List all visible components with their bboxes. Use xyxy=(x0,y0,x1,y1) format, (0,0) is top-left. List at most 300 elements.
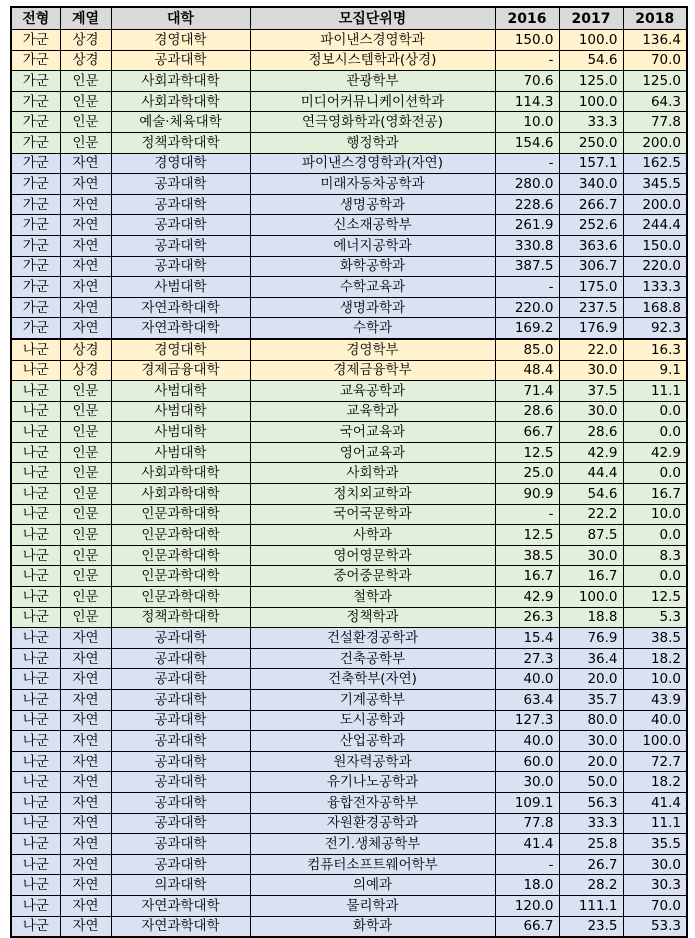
cell-2017: 56.3 xyxy=(559,792,623,813)
cell-2016: 40.0 xyxy=(495,669,559,690)
table-row xyxy=(11,813,687,834)
cell-department: 사회학과 xyxy=(250,463,495,484)
cell-track: 나군 xyxy=(11,422,60,443)
cell-college: 사회과학대학 xyxy=(111,71,250,92)
cell-2018: 100.0 xyxy=(623,731,687,752)
cell-college: 공과대학 xyxy=(111,690,250,711)
cell-department: 건축공학부 xyxy=(250,648,495,669)
cell-2016: 42.9 xyxy=(495,587,559,608)
cell-college: 자연과학대학 xyxy=(111,895,250,916)
cell-department: 컴퓨터소프트웨어학부 xyxy=(250,854,495,875)
cell-track: 가군 xyxy=(11,112,60,133)
header-field: 계열 xyxy=(60,7,111,30)
cell-college: 공과대학 xyxy=(111,648,250,669)
cell-2017: 18.8 xyxy=(559,607,623,628)
cell-college: 공과대학 xyxy=(111,751,250,772)
cell-2017: 252.6 xyxy=(559,215,623,236)
cell-2016: 18.0 xyxy=(495,875,559,896)
cell-2017: 54.6 xyxy=(559,50,623,71)
cell-college: 사범대학 xyxy=(111,401,250,422)
cell-2018: 42.9 xyxy=(623,442,687,463)
cell-field: 인문 xyxy=(60,422,111,443)
cell-2016: 220.0 xyxy=(495,297,559,318)
cell-2017: 44.4 xyxy=(559,463,623,484)
cell-college: 공과대학 xyxy=(111,235,250,256)
cell-2016: 16.7 xyxy=(495,566,559,587)
cell-2017: 266.7 xyxy=(559,194,623,215)
cell-2018: 345.5 xyxy=(623,174,687,195)
table-row xyxy=(11,587,687,608)
cell-2018: 10.0 xyxy=(623,504,687,525)
cell-field: 상경 xyxy=(60,50,111,71)
cell-2016: 71.4 xyxy=(495,381,559,402)
cell-track: 나군 xyxy=(11,669,60,690)
table-row xyxy=(11,256,687,277)
cell-department: 정치외교학과 xyxy=(250,484,495,505)
table-row xyxy=(11,339,687,360)
cell-department: 융합전자공학부 xyxy=(250,792,495,813)
cell-department: 생명공학과 xyxy=(250,194,495,215)
cell-track: 나군 xyxy=(11,628,60,649)
cell-2016: 27.3 xyxy=(495,648,559,669)
cell-college: 인문과학대학 xyxy=(111,504,250,525)
cell-2017: 250.0 xyxy=(559,132,623,153)
cell-2016: 228.6 xyxy=(495,194,559,215)
table-row xyxy=(11,30,687,51)
cell-2017: 30.0 xyxy=(559,360,623,381)
table-row xyxy=(11,648,687,669)
cell-2017: 100.0 xyxy=(559,30,623,51)
cell-track: 가군 xyxy=(11,256,60,277)
table-row xyxy=(11,91,687,112)
cell-2016: - xyxy=(495,504,559,525)
cell-2018: 10.0 xyxy=(623,669,687,690)
cell-track: 나군 xyxy=(11,834,60,855)
cell-field: 인문 xyxy=(60,463,111,484)
cell-department: 전기.생체공학부 xyxy=(250,834,495,855)
cell-track: 가군 xyxy=(11,215,60,236)
cell-2017: 28.2 xyxy=(559,875,623,896)
cell-field: 자연 xyxy=(60,792,111,813)
cell-field: 인문 xyxy=(60,381,111,402)
cell-track: 가군 xyxy=(11,194,60,215)
cell-2018: 70.0 xyxy=(623,50,687,71)
cell-track: 나군 xyxy=(11,525,60,546)
cell-2017: 28.6 xyxy=(559,422,623,443)
cell-field: 자연 xyxy=(60,710,111,731)
cell-2016: 114.3 xyxy=(495,91,559,112)
table-row xyxy=(11,381,687,402)
cell-college: 정책과학대학 xyxy=(111,132,250,153)
table-row xyxy=(11,772,687,793)
cell-track: 나군 xyxy=(11,792,60,813)
cell-2017: 33.3 xyxy=(559,112,623,133)
cell-college: 공과대학 xyxy=(111,256,250,277)
cell-college: 공과대학 xyxy=(111,854,250,875)
table-row xyxy=(11,607,687,628)
cell-2016: 85.0 xyxy=(495,339,559,360)
cell-track: 나군 xyxy=(11,772,60,793)
cell-2017: 237.5 xyxy=(559,297,623,318)
cell-2017: 80.0 xyxy=(559,710,623,731)
cell-2018: 200.0 xyxy=(623,194,687,215)
cell-department: 국어국문학과 xyxy=(250,504,495,525)
cell-2017: 340.0 xyxy=(559,174,623,195)
table-row xyxy=(11,484,687,505)
cell-2017: 33.3 xyxy=(559,813,623,834)
cell-track: 가군 xyxy=(11,153,60,174)
cell-department: 경영학부 xyxy=(250,339,495,360)
cell-department: 의예과 xyxy=(250,875,495,896)
cell-department: 경제금융학부 xyxy=(250,360,495,381)
cell-field: 인문 xyxy=(60,545,111,566)
cell-college: 공과대학 xyxy=(111,50,250,71)
cell-track: 가군 xyxy=(11,30,60,51)
table-container xyxy=(10,6,688,938)
cell-department: 건설환경공학과 xyxy=(250,628,495,649)
cell-2016: 387.5 xyxy=(495,256,559,277)
cell-track: 나군 xyxy=(11,587,60,608)
cell-track: 나군 xyxy=(11,607,60,628)
cell-department: 산업공학과 xyxy=(250,731,495,752)
cell-field: 자연 xyxy=(60,256,111,277)
cell-2017: 125.0 xyxy=(559,71,623,92)
cell-department: 원자력공학과 xyxy=(250,751,495,772)
cell-field: 인문 xyxy=(60,442,111,463)
cell-track: 나군 xyxy=(11,751,60,772)
cell-2018: 18.2 xyxy=(623,648,687,669)
cell-department: 건축학부(자연) xyxy=(250,669,495,690)
cell-field: 자연 xyxy=(60,916,111,937)
cell-field: 자연 xyxy=(60,297,111,318)
cell-field: 자연 xyxy=(60,318,111,339)
cell-2016: 330.8 xyxy=(495,235,559,256)
cell-college: 사회과학대학 xyxy=(111,484,250,505)
cell-field: 상경 xyxy=(60,339,111,360)
cell-field: 인문 xyxy=(60,587,111,608)
cell-college: 의과대학 xyxy=(111,875,250,896)
cell-field: 인문 xyxy=(60,401,111,422)
cell-college: 공과대학 xyxy=(111,194,250,215)
cell-college: 경영대학 xyxy=(111,339,250,360)
table-row xyxy=(11,174,687,195)
table-row xyxy=(11,875,687,896)
cell-department: 기계공학부 xyxy=(250,690,495,711)
cell-2017: 76.9 xyxy=(559,628,623,649)
cell-department: 중어중문학과 xyxy=(250,566,495,587)
cell-2018: 70.0 xyxy=(623,895,687,916)
cell-2017: 100.0 xyxy=(559,587,623,608)
cell-track: 나군 xyxy=(11,545,60,566)
table-row xyxy=(11,566,687,587)
table-body xyxy=(11,30,687,938)
header-track: 전형 xyxy=(11,7,60,30)
cell-college: 자연과학대학 xyxy=(111,916,250,937)
cell-department: 수학과 xyxy=(250,318,495,339)
cell-department: 생명과학과 xyxy=(250,297,495,318)
table-row xyxy=(11,132,687,153)
cell-field: 자연 xyxy=(60,235,111,256)
cell-2017: 23.5 xyxy=(559,916,623,937)
cell-college: 사범대학 xyxy=(111,422,250,443)
cell-track: 나군 xyxy=(11,813,60,834)
cell-college: 사회과학대학 xyxy=(111,91,250,112)
cell-2016: - xyxy=(495,50,559,71)
cell-field: 자연 xyxy=(60,813,111,834)
cell-department: 사학과 xyxy=(250,525,495,546)
cell-track: 가군 xyxy=(11,174,60,195)
cell-department: 철학과 xyxy=(250,587,495,608)
cell-2018: 168.8 xyxy=(623,297,687,318)
cell-2016: 28.6 xyxy=(495,401,559,422)
cell-track: 가군 xyxy=(11,50,60,71)
cell-field: 자연 xyxy=(60,215,111,236)
cell-2016: 154.6 xyxy=(495,132,559,153)
cell-college: 인문과학대학 xyxy=(111,525,250,546)
cell-2016: - xyxy=(495,854,559,875)
cell-department: 관광학부 xyxy=(250,71,495,92)
cell-track: 나군 xyxy=(11,484,60,505)
cell-2016: 66.7 xyxy=(495,422,559,443)
cell-2017: 30.0 xyxy=(559,545,623,566)
cell-department: 교육공학과 xyxy=(250,381,495,402)
cell-college: 공과대학 xyxy=(111,628,250,649)
cell-2018: 40.0 xyxy=(623,710,687,731)
cell-2017: 30.0 xyxy=(559,731,623,752)
cell-field: 인문 xyxy=(60,132,111,153)
table-row xyxy=(11,895,687,916)
table-row xyxy=(11,854,687,875)
cell-2017: 42.9 xyxy=(559,442,623,463)
cell-field: 자연 xyxy=(60,669,111,690)
cell-track: 나군 xyxy=(11,566,60,587)
cell-2018: 38.5 xyxy=(623,628,687,649)
cell-2016: 90.9 xyxy=(495,484,559,505)
cell-2016: 63.4 xyxy=(495,690,559,711)
cell-track: 가군 xyxy=(11,71,60,92)
cell-field: 자연 xyxy=(60,194,111,215)
admission-table xyxy=(10,6,688,938)
cell-2016: - xyxy=(495,277,559,298)
cell-department: 도시공학과 xyxy=(250,710,495,731)
cell-track: 가군 xyxy=(11,132,60,153)
cell-department: 유기나노공학과 xyxy=(250,772,495,793)
cell-2018: 35.5 xyxy=(623,834,687,855)
cell-college: 인문과학대학 xyxy=(111,587,250,608)
cell-2018: 220.0 xyxy=(623,256,687,277)
cell-2018: 53.3 xyxy=(623,916,687,937)
table-row xyxy=(11,525,687,546)
cell-2016: 30.0 xyxy=(495,772,559,793)
cell-2018: 125.0 xyxy=(623,71,687,92)
table-row xyxy=(11,277,687,298)
cell-2017: 22.2 xyxy=(559,504,623,525)
cell-college: 공과대학 xyxy=(111,792,250,813)
cell-2017: 87.5 xyxy=(559,525,623,546)
cell-department: 파이낸스경영학과(자연) xyxy=(250,153,495,174)
cell-2018: 64.3 xyxy=(623,91,687,112)
cell-department: 행정학과 xyxy=(250,132,495,153)
cell-2016: 41.4 xyxy=(495,834,559,855)
table-row xyxy=(11,215,687,236)
cell-college: 공과대학 xyxy=(111,174,250,195)
cell-field: 자연 xyxy=(60,834,111,855)
cell-college: 정책과학대학 xyxy=(111,607,250,628)
table-row xyxy=(11,297,687,318)
cell-college: 예술·체육대학 xyxy=(111,112,250,133)
cell-2018: 5.3 xyxy=(623,607,687,628)
table-row xyxy=(11,360,687,381)
cell-2018: 0.0 xyxy=(623,566,687,587)
cell-2017: 306.7 xyxy=(559,256,623,277)
cell-2018: 77.8 xyxy=(623,112,687,133)
table-row xyxy=(11,690,687,711)
cell-college: 경제금융대학 xyxy=(111,360,250,381)
cell-department: 파이낸스경영학과 xyxy=(250,30,495,51)
cell-department: 자원환경공학과 xyxy=(250,813,495,834)
cell-2017: 16.7 xyxy=(559,566,623,587)
cell-college: 공과대학 xyxy=(111,710,250,731)
cell-field: 자연 xyxy=(60,174,111,195)
cell-track: 나군 xyxy=(11,895,60,916)
cell-track: 나군 xyxy=(11,360,60,381)
cell-track: 가군 xyxy=(11,235,60,256)
cell-2016: 127.3 xyxy=(495,710,559,731)
cell-2018: 162.5 xyxy=(623,153,687,174)
cell-field: 자연 xyxy=(60,895,111,916)
cell-field: 자연 xyxy=(60,854,111,875)
table-row xyxy=(11,401,687,422)
cell-2016: 280.0 xyxy=(495,174,559,195)
cell-2018: 0.0 xyxy=(623,525,687,546)
cell-field: 자연 xyxy=(60,628,111,649)
cell-2017: 176.9 xyxy=(559,318,623,339)
cell-track: 나군 xyxy=(11,710,60,731)
cell-2018: 30.0 xyxy=(623,854,687,875)
cell-field: 자연 xyxy=(60,153,111,174)
cell-college: 인문과학대학 xyxy=(111,545,250,566)
table-row xyxy=(11,318,687,339)
table-row xyxy=(11,112,687,133)
cell-college: 공과대학 xyxy=(111,215,250,236)
cell-field: 상경 xyxy=(60,360,111,381)
cell-field: 인문 xyxy=(60,504,111,525)
cell-2016: 60.0 xyxy=(495,751,559,772)
cell-2017: 54.6 xyxy=(559,484,623,505)
cell-2018: 200.0 xyxy=(623,132,687,153)
cell-2016: 150.0 xyxy=(495,30,559,51)
cell-2016: 169.2 xyxy=(495,318,559,339)
cell-field: 인문 xyxy=(60,484,111,505)
cell-2017: 36.4 xyxy=(559,648,623,669)
table-header xyxy=(11,7,687,30)
cell-college: 사범대학 xyxy=(111,277,250,298)
cell-2017: 37.5 xyxy=(559,381,623,402)
cell-college: 공과대학 xyxy=(111,772,250,793)
cell-2018: 72.7 xyxy=(623,751,687,772)
cell-2017: 20.0 xyxy=(559,669,623,690)
table-row xyxy=(11,504,687,525)
cell-track: 나군 xyxy=(11,463,60,484)
cell-2016: 261.9 xyxy=(495,215,559,236)
cell-college: 공과대학 xyxy=(111,834,250,855)
cell-2018: 18.2 xyxy=(623,772,687,793)
table-row xyxy=(11,731,687,752)
cell-2016: 70.6 xyxy=(495,71,559,92)
cell-college: 사범대학 xyxy=(111,442,250,463)
cell-department: 연극영화학과(영화전공) xyxy=(250,112,495,133)
table-row xyxy=(11,669,687,690)
header-2016: 2016 xyxy=(495,7,559,30)
cell-2018: 11.1 xyxy=(623,381,687,402)
cell-field: 인문 xyxy=(60,112,111,133)
table-row xyxy=(11,792,687,813)
table-row xyxy=(11,235,687,256)
cell-2018: 244.4 xyxy=(623,215,687,236)
header-2018: 2018 xyxy=(623,7,687,30)
cell-field: 자연 xyxy=(60,772,111,793)
cell-2016: 25.0 xyxy=(495,463,559,484)
cell-2017: 26.7 xyxy=(559,854,623,875)
cell-track: 나군 xyxy=(11,442,60,463)
cell-track: 나군 xyxy=(11,875,60,896)
cell-2016: 10.0 xyxy=(495,112,559,133)
cell-track: 나군 xyxy=(11,504,60,525)
cell-field: 인문 xyxy=(60,607,111,628)
cell-college: 경영대학 xyxy=(111,153,250,174)
header-college: 대학 xyxy=(111,7,250,30)
cell-2016: 120.0 xyxy=(495,895,559,916)
cell-track: 나군 xyxy=(11,690,60,711)
cell-2017: 25.8 xyxy=(559,834,623,855)
cell-field: 자연 xyxy=(60,731,111,752)
table-row xyxy=(11,751,687,772)
cell-field: 자연 xyxy=(60,751,111,772)
cell-track: 가군 xyxy=(11,297,60,318)
cell-2017: 30.0 xyxy=(559,401,623,422)
cell-track: 나군 xyxy=(11,731,60,752)
table-row xyxy=(11,50,687,71)
cell-2018: 0.0 xyxy=(623,463,687,484)
cell-2016: 40.0 xyxy=(495,731,559,752)
cell-track: 나군 xyxy=(11,339,60,360)
cell-2018: 16.7 xyxy=(623,484,687,505)
cell-track: 가군 xyxy=(11,91,60,112)
table-row xyxy=(11,442,687,463)
cell-2016: 12.5 xyxy=(495,525,559,546)
cell-2017: 175.0 xyxy=(559,277,623,298)
cell-2017: 100.0 xyxy=(559,91,623,112)
cell-college: 공과대학 xyxy=(111,731,250,752)
cell-2018: 41.4 xyxy=(623,792,687,813)
cell-track: 나군 xyxy=(11,854,60,875)
cell-2018: 43.9 xyxy=(623,690,687,711)
cell-2018: 11.1 xyxy=(623,813,687,834)
cell-track: 나군 xyxy=(11,381,60,402)
cell-2017: 20.0 xyxy=(559,751,623,772)
cell-2018: 0.0 xyxy=(623,401,687,422)
cell-department: 화학과 xyxy=(250,916,495,937)
cell-track: 가군 xyxy=(11,277,60,298)
cell-track: 나군 xyxy=(11,401,60,422)
cell-2017: 363.6 xyxy=(559,235,623,256)
cell-2017: 111.1 xyxy=(559,895,623,916)
table-row xyxy=(11,628,687,649)
cell-college: 인문과학대학 xyxy=(111,566,250,587)
cell-2016: 66.7 xyxy=(495,916,559,937)
cell-college: 자연과학대학 xyxy=(111,318,250,339)
table-row xyxy=(11,71,687,92)
